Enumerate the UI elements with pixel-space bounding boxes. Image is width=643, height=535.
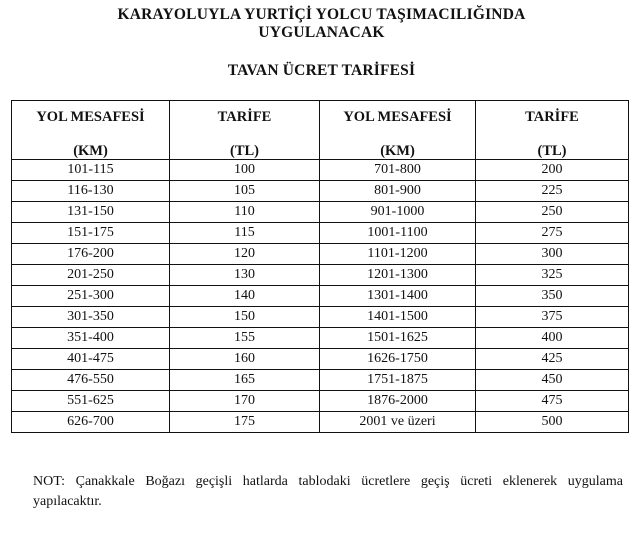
tariff-cell: 500 bbox=[476, 412, 629, 433]
distance-cell: 1001-1100 bbox=[320, 223, 476, 244]
distance-cell: 901-1000 bbox=[320, 202, 476, 223]
tariff-cell: 105 bbox=[170, 181, 320, 202]
tariff-table bbox=[11, 100, 629, 433]
table-row bbox=[12, 391, 629, 412]
distance-cell: 801-900 bbox=[320, 181, 476, 202]
table-body bbox=[12, 160, 629, 433]
distance-cell: 401-475 bbox=[12, 349, 170, 370]
document-title-line2: UYGULANACAK bbox=[258, 24, 385, 41]
tariff-cell: 275 bbox=[476, 223, 629, 244]
footnote: NOT: Çanakkale Boğazı geçişli hatlarda tablodaki ücretlere geçiş ücreti eklenerek uygulama yapılacaktır. bbox=[33, 474, 623, 509]
distance-cell: 301-350 bbox=[12, 307, 170, 328]
tariff-cell: 325 bbox=[476, 265, 629, 286]
tariff-cell: 130 bbox=[170, 265, 320, 286]
distance-cell: 551-625 bbox=[12, 391, 170, 412]
distance-cell: 1751-1875 bbox=[320, 370, 476, 391]
table-row bbox=[12, 223, 629, 244]
tariff-cell: 300 bbox=[476, 244, 629, 265]
header-label: TARİFE bbox=[217, 109, 272, 125]
distance-cell: 1401-1500 bbox=[320, 307, 476, 328]
document-title-line1: KARAYOLUYLA YURTİÇİ YOLCU TAŞIMACILIĞINDA bbox=[117, 6, 526, 23]
table-row bbox=[12, 286, 629, 307]
document-subtitle: TAVAN ÜCRET TARİFESİ bbox=[227, 62, 416, 79]
tariff-cell: 155 bbox=[170, 328, 320, 349]
header-tariff-1 bbox=[170, 101, 320, 160]
tariff-cell: 250 bbox=[476, 202, 629, 223]
tariff-cell: 110 bbox=[170, 202, 320, 223]
tariff-cell: 140 bbox=[170, 286, 320, 307]
table-row bbox=[12, 244, 629, 265]
distance-cell: 351-400 bbox=[12, 328, 170, 349]
tariff-cell: 200 bbox=[476, 160, 629, 181]
tariff-cell: 350 bbox=[476, 286, 629, 307]
distance-cell: 2001 ve üzeri bbox=[320, 412, 476, 433]
distance-cell: 176-200 bbox=[12, 244, 170, 265]
tariff-cell: 450 bbox=[476, 370, 629, 391]
header-tariff-2 bbox=[476, 101, 629, 160]
tariff-cell: 150 bbox=[170, 307, 320, 328]
distance-cell: 1101-1200 bbox=[320, 244, 476, 265]
table-row bbox=[12, 160, 629, 181]
distance-cell: 1876-2000 bbox=[320, 391, 476, 412]
distance-cell: 626-700 bbox=[12, 412, 170, 433]
distance-cell: 701-800 bbox=[320, 160, 476, 181]
tariff-cell: 165 bbox=[170, 370, 320, 391]
table-row bbox=[12, 412, 629, 433]
distance-cell: 201-250 bbox=[12, 265, 170, 286]
table-row bbox=[12, 349, 629, 370]
table-row bbox=[12, 202, 629, 223]
distance-cell: 151-175 bbox=[12, 223, 170, 244]
header-unit: (TL) bbox=[537, 143, 567, 159]
tariff-cell: 120 bbox=[170, 244, 320, 265]
distance-cell: 251-300 bbox=[12, 286, 170, 307]
distance-cell: 1201-1300 bbox=[320, 265, 476, 286]
distance-cell: 476-550 bbox=[12, 370, 170, 391]
header-distance-2 bbox=[320, 101, 476, 160]
tariff-cell: 100 bbox=[170, 160, 320, 181]
header-unit: (TL) bbox=[230, 143, 259, 159]
table-row bbox=[12, 181, 629, 202]
distance-cell: 1301-1400 bbox=[320, 286, 476, 307]
tariff-cell: 115 bbox=[170, 223, 320, 244]
header-unit: (KM) bbox=[73, 143, 108, 159]
tariff-cell: 170 bbox=[170, 391, 320, 412]
distance-cell: 116-130 bbox=[12, 181, 170, 202]
tariff-cell: 425 bbox=[476, 349, 629, 370]
table-row bbox=[12, 265, 629, 286]
header-distance-1 bbox=[12, 101, 170, 160]
table-row bbox=[12, 370, 629, 391]
header-unit: (KM) bbox=[380, 143, 415, 159]
distance-cell: 131-150 bbox=[12, 202, 170, 223]
header-label: YOL MESAFESİ bbox=[343, 109, 452, 125]
table-row bbox=[12, 328, 629, 349]
tariff-cell: 475 bbox=[476, 391, 629, 412]
distance-cell: 101-115 bbox=[12, 160, 170, 181]
table-header-row bbox=[12, 101, 629, 160]
distance-cell: 1501-1625 bbox=[320, 328, 476, 349]
tariff-cell: 160 bbox=[170, 349, 320, 370]
header-label: YOL MESAFESİ bbox=[36, 109, 145, 125]
table-row bbox=[12, 307, 629, 328]
tariff-cell: 175 bbox=[170, 412, 320, 433]
tariff-cell: 400 bbox=[476, 328, 629, 349]
distance-cell: 1626-1750 bbox=[320, 349, 476, 370]
tariff-cell: 375 bbox=[476, 307, 629, 328]
tariff-cell: 225 bbox=[476, 181, 629, 202]
header-label: TARİFE bbox=[525, 109, 579, 125]
